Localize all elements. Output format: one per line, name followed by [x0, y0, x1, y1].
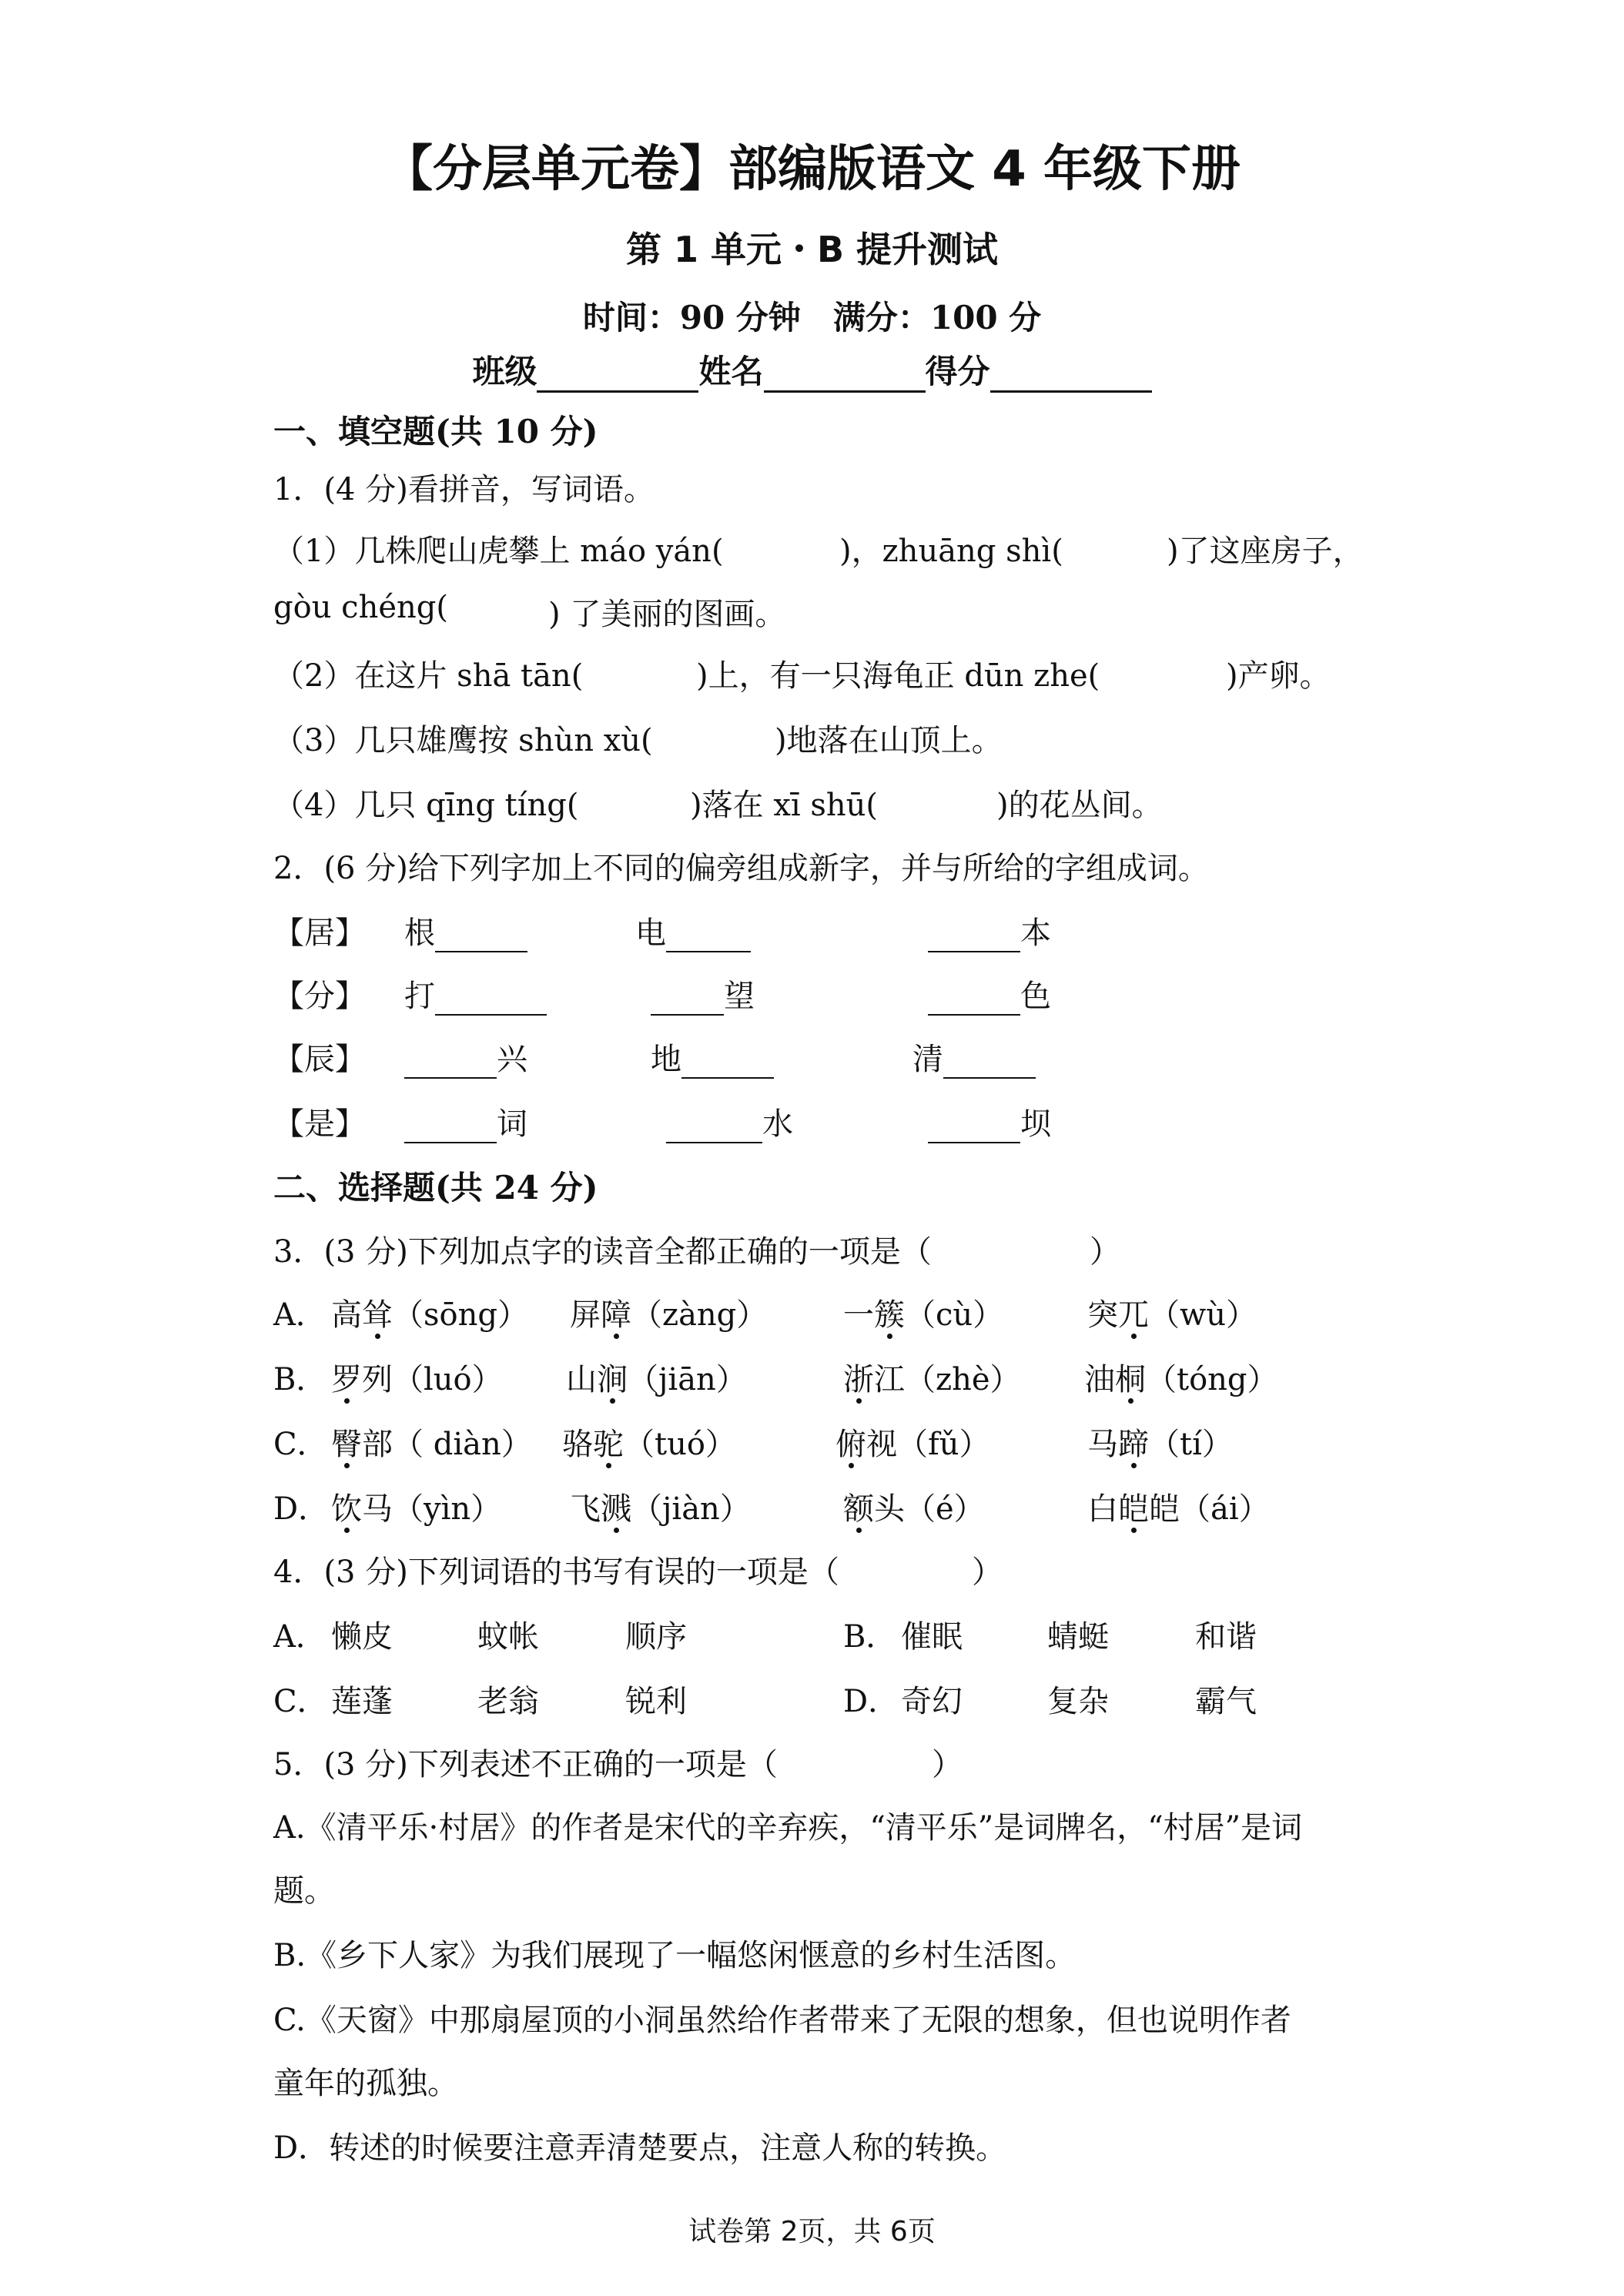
- option-label: D．: [843, 1684, 899, 1719]
- answer-blank[interactable]: [943, 1048, 1036, 1079]
- option-item: 额头（é）: [843, 1491, 985, 1527]
- option-word: 懒皮: [331, 1619, 393, 1655]
- exam-subtitle: 第 1 单元・B 提升测试: [625, 229, 999, 270]
- option-item: 浙江（zhè）: [843, 1362, 1021, 1397]
- option-word: 霸气: [1195, 1684, 1257, 1719]
- q1-1-line2-b: ) 了美丽的图画。: [548, 597, 786, 632]
- q2-row-item-b: [651, 972, 755, 1016]
- option-item: 马蹄（tí）: [1087, 1427, 1233, 1462]
- q1-2-part-b: )上，有一只海龟正 dūn zhe(: [696, 658, 1100, 694]
- option-word: 老翁: [477, 1684, 539, 1719]
- answer-blank[interactable]: [928, 985, 1020, 1016]
- q2-char: 词: [497, 1106, 527, 1142]
- q2-row-key: 【辰】: [273, 1042, 366, 1077]
- option-label: A．: [273, 1297, 326, 1333]
- answer-blank[interactable]: [404, 1048, 497, 1079]
- answer-blank[interactable]: [651, 985, 724, 1016]
- q2-char: 清: [912, 1042, 943, 1077]
- q5-stem: 5．(3 分)下列表述不正确的一项是（: [273, 1747, 778, 1782]
- q1-2-part-c: )产卵。: [1226, 658, 1331, 694]
- q2-row-item-b: [635, 909, 751, 952]
- q1-2-part-a: （2）在这片 shā tān(: [273, 658, 584, 694]
- option-word: 顺序: [625, 1619, 687, 1655]
- option-label: B．: [843, 1619, 897, 1655]
- section-2-heading: 二、选择题(共 24 分): [273, 1169, 598, 1207]
- option-label: A．: [273, 1619, 326, 1655]
- q5-option-c-cont: 童年的孤独。: [273, 2066, 458, 2101]
- option-item: 屏障（zàng）: [570, 1297, 768, 1333]
- q4-paren-close: ）: [972, 1555, 1003, 1590]
- name-blank[interactable]: [764, 358, 926, 393]
- score-label: 得分: [925, 353, 990, 390]
- option-label: B．: [273, 1362, 327, 1397]
- answer-blank[interactable]: [928, 922, 1020, 952]
- q2-row-item-a: [404, 1035, 527, 1079]
- option-word: 锐利: [625, 1684, 687, 1719]
- q1-1-part-a: （1）几株爬山虎攀上 máo yán(: [273, 534, 724, 569]
- option-word: 蜻蜓: [1047, 1619, 1109, 1655]
- q2-row-item-c: [928, 972, 1051, 1016]
- q2-char: 电: [635, 915, 666, 951]
- answer-blank[interactable]: [681, 1048, 774, 1079]
- q2-row-item-a: [404, 972, 547, 1016]
- q2-char: 地: [651, 1042, 681, 1077]
- q2-row-item-a: [404, 909, 527, 952]
- option-label: C．: [273, 1427, 328, 1462]
- option-label: C．: [273, 1684, 328, 1719]
- answer-blank[interactable]: [404, 1113, 497, 1143]
- q2-char: 兴: [497, 1042, 527, 1077]
- q2-row-key: 【是】: [273, 1106, 366, 1142]
- q5-option-b: B.《乡下人家》为我们展现了一幅悠闲惬意的乡村生活图。: [273, 1938, 1077, 1973]
- q2-row-item-a: [404, 1099, 527, 1143]
- q1-3-part-b: )地落在山顶上。: [775, 723, 1003, 758]
- answer-blank[interactable]: [666, 922, 751, 952]
- answer-blank[interactable]: [435, 922, 527, 952]
- q1-4-part-c: )的花丛间。: [996, 788, 1163, 823]
- q2-row-item-c: [928, 909, 1051, 952]
- option-item: 油桐（tóng）: [1084, 1362, 1278, 1397]
- option-item: 骆驼（tuó）: [562, 1427, 736, 1462]
- q2-char: 打: [404, 979, 435, 1014]
- page-footer: 试卷第 2页，共 6页: [688, 2216, 936, 2247]
- option-word: 复杂: [1047, 1684, 1109, 1719]
- option-item: 突兀（wù）: [1087, 1297, 1257, 1333]
- score-blank[interactable]: [990, 358, 1152, 393]
- option-item: 一簇（cù）: [843, 1297, 1004, 1333]
- option-label: D．: [273, 1491, 330, 1527]
- q5-option-a-cont: 题。: [273, 1873, 335, 1909]
- answer-blank[interactable]: [928, 1113, 1020, 1143]
- student-info-line: [0, 346, 1624, 393]
- q2-row-item-b: [651, 1035, 774, 1079]
- answer-blank[interactable]: [666, 1113, 762, 1143]
- q1-3-part-a: （3）几只雄鹰按 shùn xù(: [273, 723, 653, 758]
- option-item: 饮马（yìn）: [331, 1491, 502, 1527]
- q2-row-item-b: [666, 1099, 793, 1143]
- q1-stem: 1．(4 分)看拼音，写词语。: [273, 472, 655, 507]
- option-word: 蚊帐: [477, 1619, 539, 1655]
- q5-option-a: A.《清平乐·村居》的作者是宋代的辛弃疾，“清平乐”是词牌名，“村居”是词: [273, 1810, 1303, 1846]
- q2-char: 本: [1020, 915, 1051, 951]
- q5-paren-close: ）: [932, 1747, 963, 1782]
- class-label: 班级: [472, 353, 537, 390]
- q1-4-part-a: （4）几只 qīng tíng(: [273, 788, 579, 823]
- q1-1-line2-a: gòu chéng(: [273, 590, 448, 625]
- q2-row-item-c: [912, 1035, 1036, 1079]
- option-word: 莲蓬: [331, 1684, 393, 1719]
- name-label: 姓名: [698, 353, 764, 390]
- option-item: 山涧（jiān）: [566, 1362, 747, 1397]
- option-item: 罗列（luó）: [331, 1362, 503, 1397]
- q2-stem: 2．(6 分)给下列字加上不同的偏旁组成新字，并与所给的字组成词。: [273, 851, 1209, 886]
- q4-stem: 4．(3 分)下列词语的书写有误的一项是（: [273, 1555, 839, 1590]
- option-word: 奇幻: [901, 1684, 963, 1719]
- option-word: 和谐: [1195, 1619, 1257, 1655]
- q1-1-part-b: )，zhuāng shì(: [839, 534, 1063, 569]
- q2-row-item-c: [928, 1099, 1051, 1143]
- q1-4-part-b: )落在 xī shū(: [690, 788, 879, 823]
- option-item: 白皑皑（ái）: [1087, 1491, 1270, 1527]
- q2-char: 坝: [1020, 1106, 1051, 1142]
- q2-char: 根: [404, 915, 435, 951]
- q2-char: 望: [724, 979, 755, 1014]
- option-item: 飞溅（jiàn）: [570, 1491, 751, 1527]
- q2-row-key: 【居】: [273, 915, 366, 951]
- q3-stem: 3．(3 分)下列加点字的读音全都正确的一项是（: [273, 1234, 932, 1270]
- class-blank[interactable]: [537, 358, 698, 393]
- section-1-heading: 一、填空题(共 10 分): [273, 413, 598, 450]
- option-item: 俯视（fǔ）: [835, 1427, 990, 1462]
- answer-blank[interactable]: [435, 985, 547, 1016]
- q3-paren-close: ）: [1090, 1234, 1120, 1270]
- exam-title: 【分层单元卷】部编版语文 4 年级下册: [383, 141, 1241, 198]
- q1-1-part-c: )了这座房子，: [1167, 534, 1364, 569]
- option-item: 高耸（sōng）: [331, 1297, 528, 1333]
- option-item: 臀部（ diàn）: [331, 1427, 532, 1462]
- time-score-line: 时间：90 分钟 满分：100 分: [582, 299, 1042, 336]
- q2-char: 水: [762, 1106, 793, 1142]
- q5-option-d: D．转述的时候要注意弄清楚要点，注意人称的转换。: [273, 2130, 1007, 2166]
- q5-option-c: C.《天窗》中那扇屋顶的小洞虽然给作者带来了无限的想象，但也说明作者: [273, 2003, 1291, 2038]
- q2-char: 色: [1020, 979, 1051, 1014]
- option-word: 催眠: [901, 1619, 963, 1655]
- q2-row-key: 【分】: [273, 979, 366, 1014]
